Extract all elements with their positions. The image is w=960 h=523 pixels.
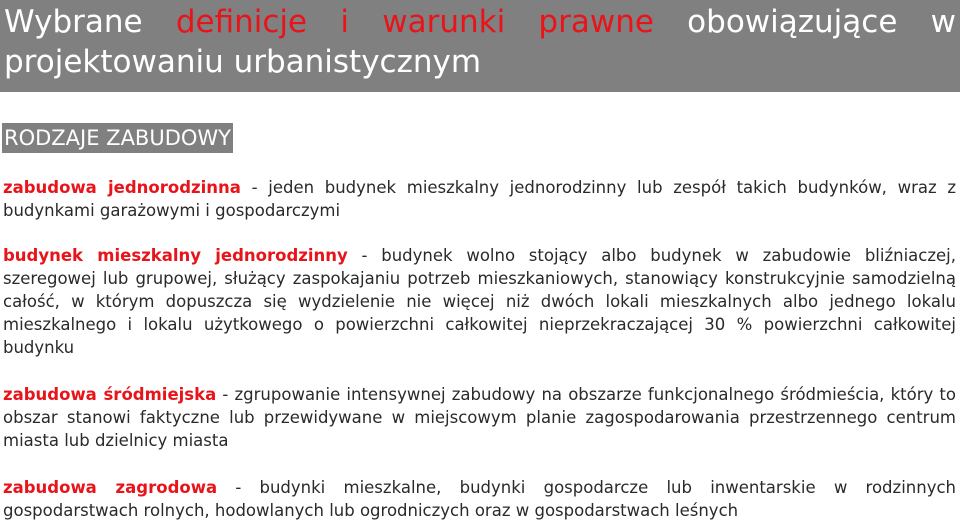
definition-budynek-mieszkalny-jednorodzinny xyxy=(3,244,956,359)
definition-text: - zgrupowanie intensywnej zabudowy na obszarze funkcjonalnego śródmieścia, który to obszar stanowi faktyczne lub przewidywane w miejscowym planie zagospodarowania przestrzennego centrum miasta lub dzielnicy miasta xyxy=(3,385,956,450)
definition-zabudowa-jednorodzinna xyxy=(3,176,956,222)
definition-zabudowa-srodmiejska xyxy=(3,383,956,452)
definition-term: budynek mieszkalny jednorodzinny xyxy=(3,246,348,265)
definition-term: zabudowa zagrodowa xyxy=(3,478,218,497)
definition-text: - budynek wolno stojący albo budynek w zabudowie bliźniaczej, szeregowej lub grupowej, służący zaspokajaniu potrzeb mieszkaniowych, stanowiący konstrukcyjnie samodzielną całość, w którym dopuszcza się wydzielenie nie więcej niż dwóch lokali mieszkalnych albo jednego lokalu mieszkalnego i lokalu użytkowego o powierzchni całkowitej nieprzekraczającej 30 % powierzchni całkowitej budynku xyxy=(3,246,956,357)
title-banner xyxy=(0,0,960,92)
title-part-1: Wybrane xyxy=(4,4,176,40)
definition-term: zabudowa śródmiejska xyxy=(3,385,217,404)
definition-zabudowa-zagrodowa xyxy=(3,476,956,522)
page-title xyxy=(4,2,956,82)
title-accent: definicje i warunki prawne xyxy=(175,4,654,40)
section-heading: RODZAJE ZABUDOWY xyxy=(2,123,233,153)
definition-term: zabudowa jednorodzinna xyxy=(3,178,241,197)
definition-text: - budynki mieszkalne, budynki gospodarcze lub inwentarskie w rodzinnych gospodarstwach rolnych, hodowlanych lub ogrodniczych oraz w gospodarstwach leśnych xyxy=(3,478,956,520)
definition-text: - jeden budynek mieszkalny jednorodzinny lub zespół takich budynków, wraz z budynkami garażowymi i gospodarczymi xyxy=(3,178,957,220)
title-part-2: obowiązujące w projektowaniu urbanistycznym xyxy=(4,4,956,80)
